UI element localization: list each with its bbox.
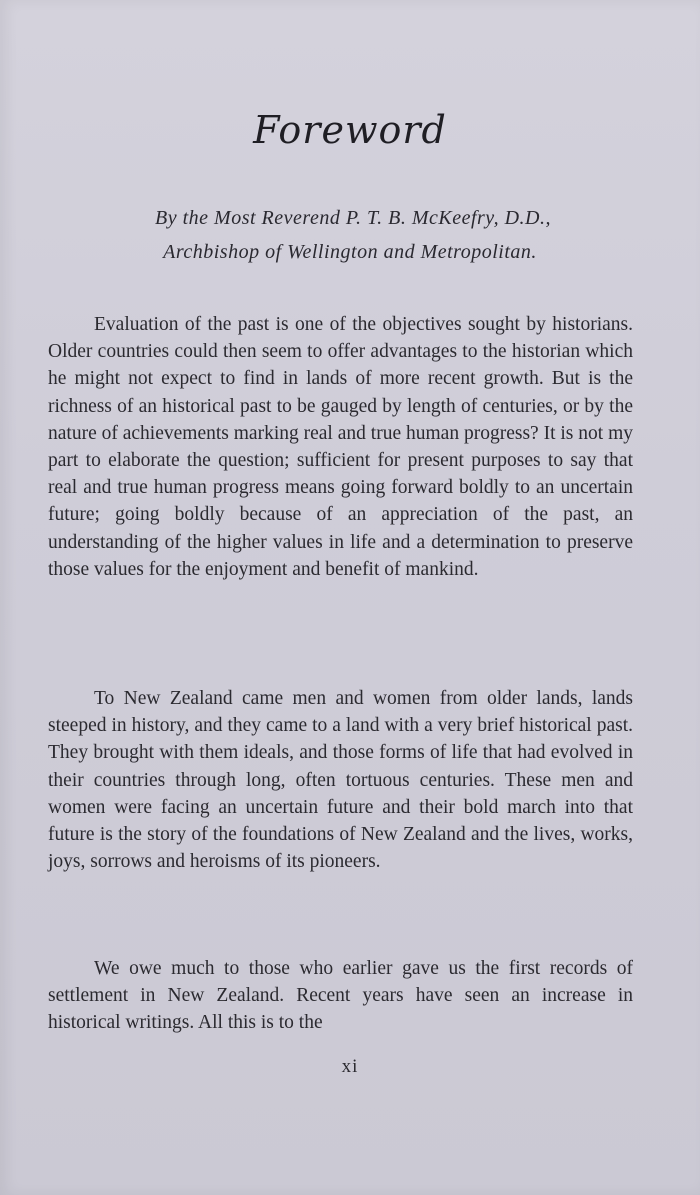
paragraph-3: We owe much to those who earlier gave us the first records of settlement in New Zealand. Recent years have seen an increase in historical writings. All this is to the bbox=[48, 958, 633, 1034]
author-title: Archbishop of Wellington and Metropolitan. bbox=[163, 241, 537, 263]
paragraph-2: To New Zealand came men and women from older lands, lands steeped in history, and they came to a land with a very brief historical past. They brought with them ideals, and those forms of life that had evolved in their countries through long, often tortuous centuries. These men and women were facing an uncertain future and their bold march into that future is the story of the foundations of New Zealand and the lives, works, joys, sorrows and heroisms of its pioneers. bbox=[48, 688, 633, 873]
page-number: xi bbox=[341, 1056, 359, 1077]
paragraph-1: Evaluation of the past is one of the objectives sought by historians. Older countries could then seem to offer advantages to the historian which he might not expect to find in lands of more recent growth. But is the richness of an historical past to be gauged by length of centuries, or by the nature of achievements marking real and true human progress? It is not my part to elaborate the question; sufficient for present purposes to say that real and true human progress means going forward boldly to an uncertain future; going boldly because of an appreciation of the past, an understanding of the higher values in life and a determination to preserve those values for the enjoyment and benefit of mankind. bbox=[48, 314, 633, 580]
author-byline: By the Most Reverend P. T. B. McKeefry, D.D., bbox=[155, 207, 551, 229]
page-title: Foreword bbox=[253, 108, 447, 152]
